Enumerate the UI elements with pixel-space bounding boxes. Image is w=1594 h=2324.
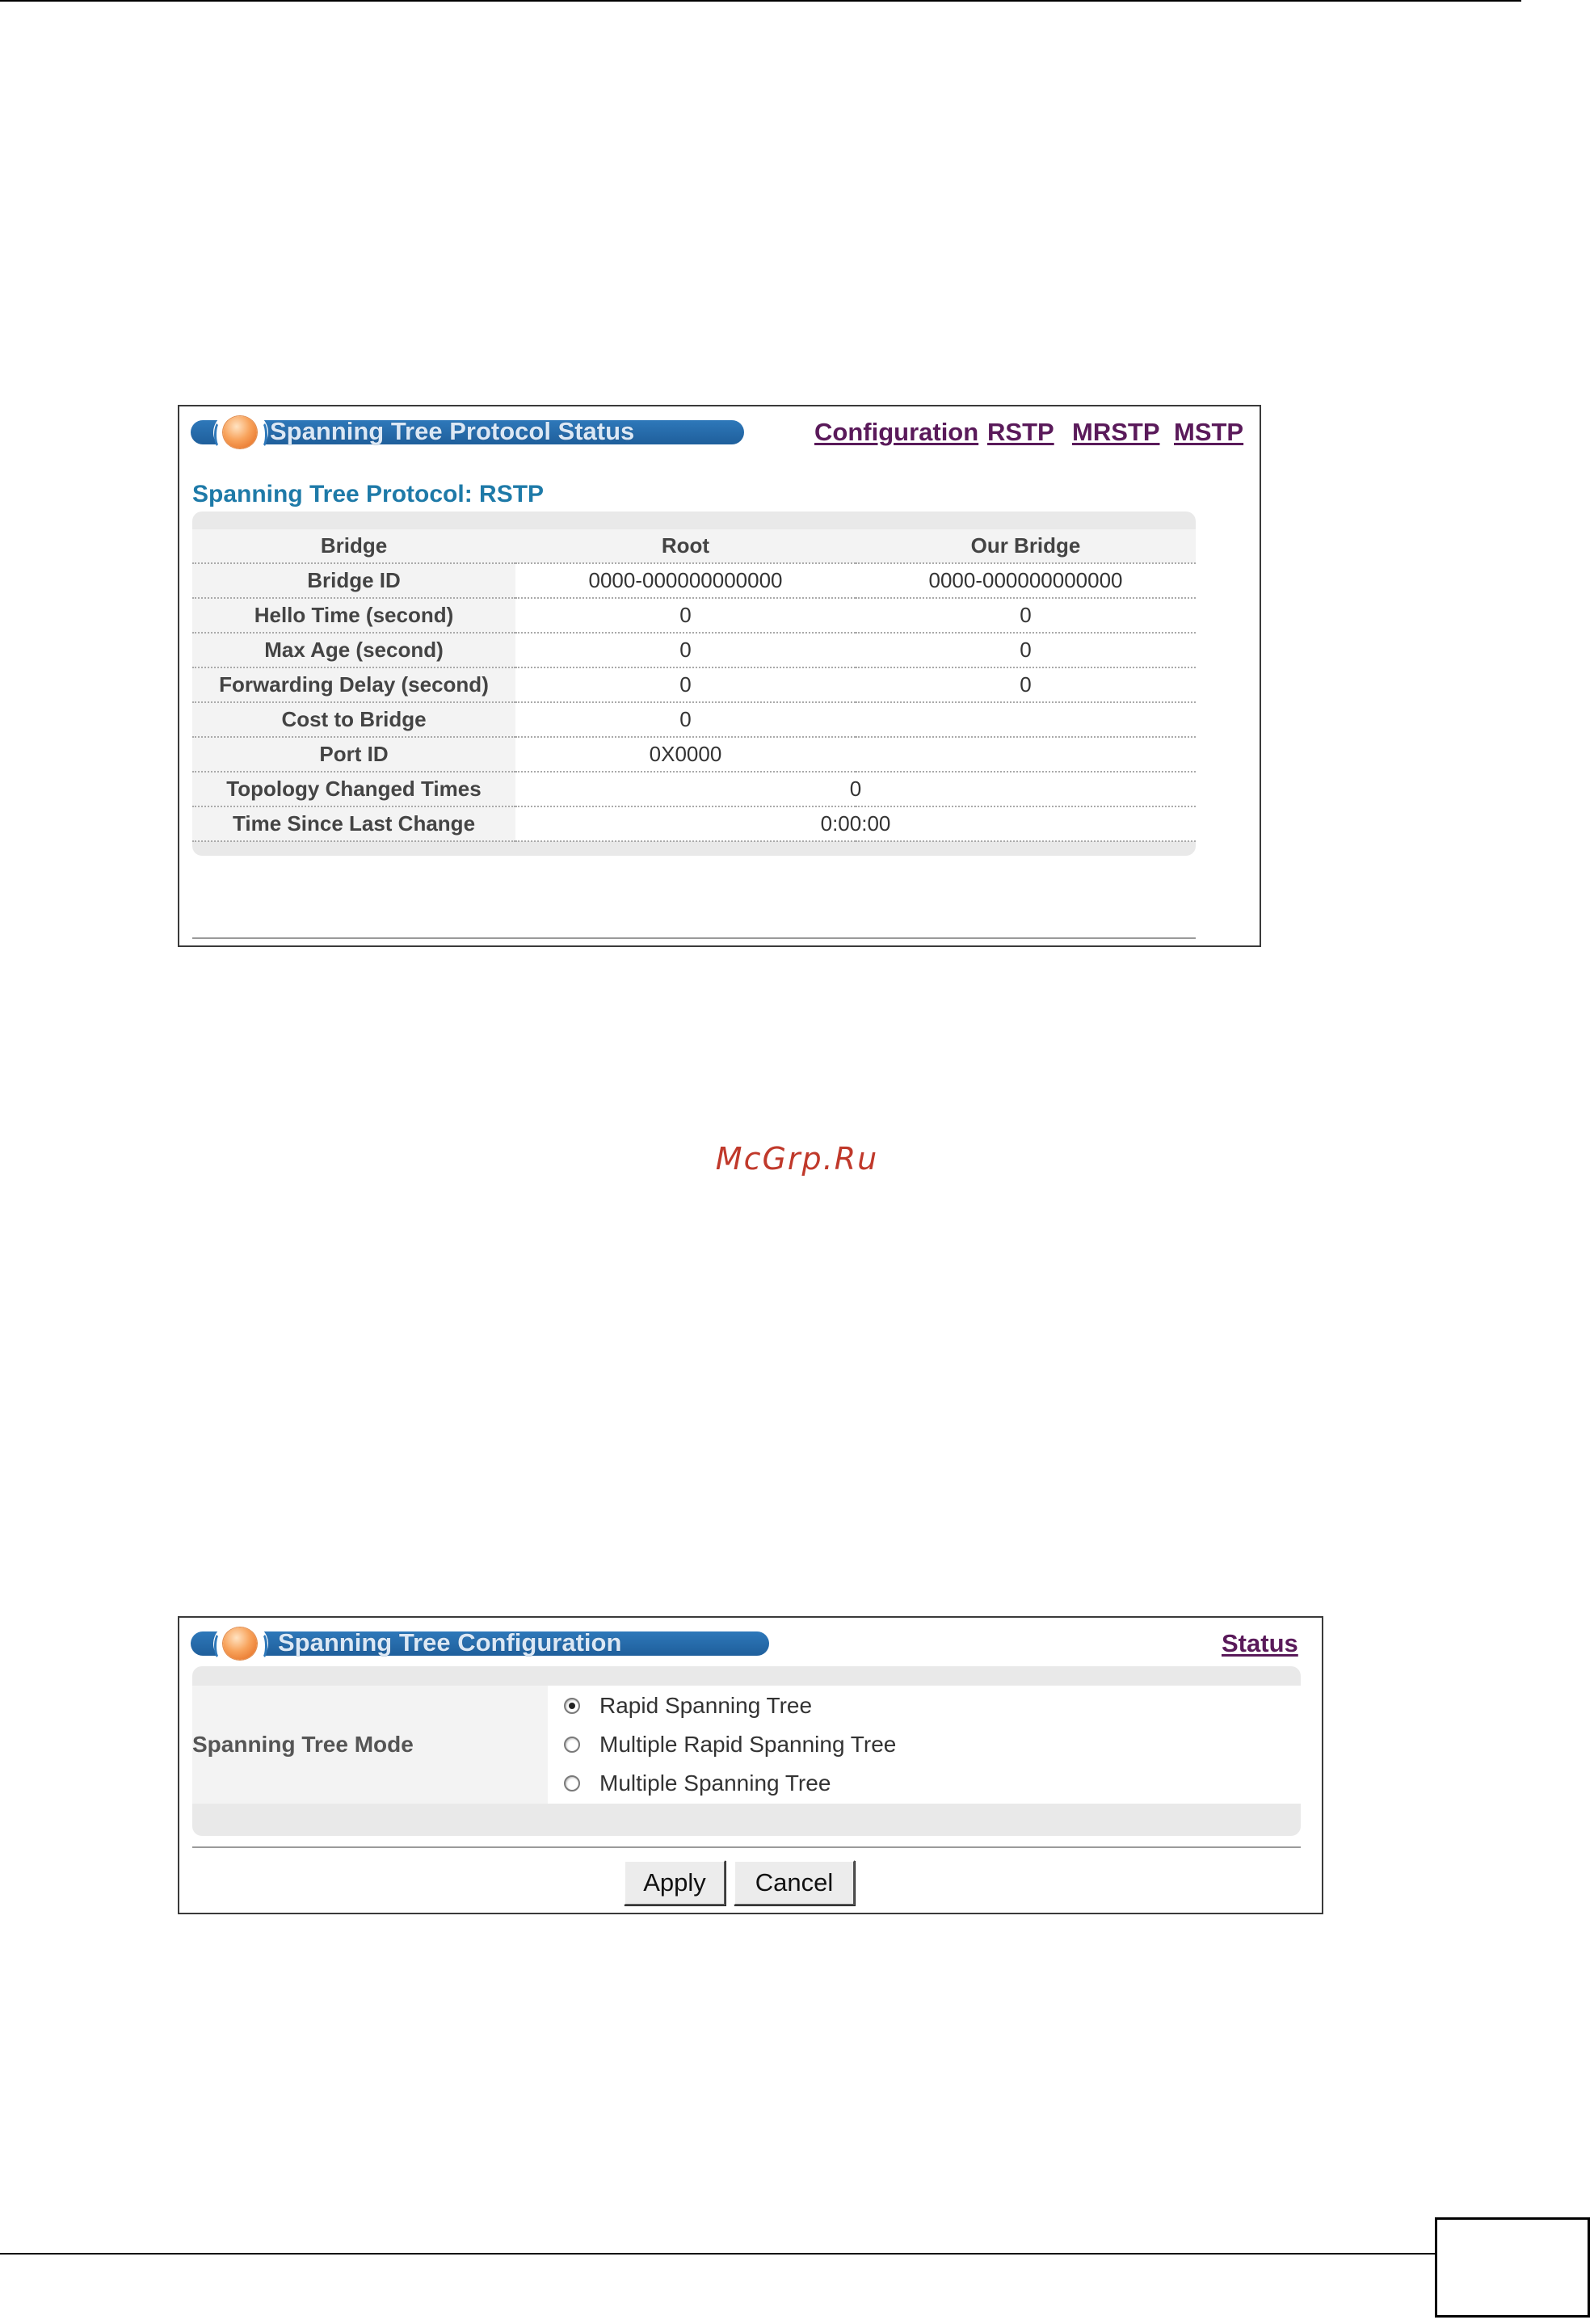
table-row <box>192 806 1196 841</box>
table-header-row <box>192 529 1196 563</box>
root-value: 0000-000000000000 <box>515 563 856 598</box>
link-mrstp[interactable]: MRSTP <box>1072 418 1160 446</box>
config-form <box>192 1666 1301 1836</box>
divider <box>192 937 1196 939</box>
radio-multiple-rapid-spanning-tree[interactable] <box>564 1737 580 1753</box>
page-number-box <box>1435 2217 1590 2318</box>
column-header-our-bridge: Our Bridge <box>856 529 1196 563</box>
root-value: 0 <box>515 598 856 633</box>
table-row <box>192 737 1196 772</box>
our-bridge-value <box>856 737 1196 772</box>
row-label: Forwarding Delay (second) <box>192 667 515 702</box>
row-label: Topology Changed Times <box>192 772 515 806</box>
row-label: Bridge ID <box>192 563 515 598</box>
table-row <box>192 772 1196 806</box>
table-row <box>192 598 1196 633</box>
orb-icon <box>213 1624 268 1663</box>
root-value: 0 <box>515 702 856 737</box>
config-panel-title: Spanning Tree Configuration <box>278 1628 622 1657</box>
spanning-value: 0:00:00 <box>515 806 1196 841</box>
orb-icon <box>213 413 268 452</box>
row-label: Time Since Last Change <box>192 806 515 841</box>
apply-button[interactable]: Apply <box>624 1860 726 1905</box>
option-label: Rapid Spanning Tree <box>599 1693 813 1718</box>
our-bridge-value: 0000-000000000000 <box>856 563 1196 598</box>
row-label: Port ID <box>192 737 515 772</box>
status-panel-title: Spanning Tree Protocol Status <box>270 417 635 445</box>
our-bridge-value: 0 <box>856 633 1196 667</box>
table-row <box>192 702 1196 737</box>
table-row <box>192 633 1196 667</box>
root-value: 0 <box>515 667 856 702</box>
divider <box>192 1846 1301 1848</box>
row-label: Max Age (second) <box>192 633 515 667</box>
radio-multiple-spanning-tree[interactable] <box>564 1775 580 1791</box>
spanning-tree-config-panel <box>178 1616 1323 1914</box>
status-table <box>192 529 1196 842</box>
cancel-button[interactable]: Cancel <box>734 1860 855 1905</box>
config-title-bar <box>191 1628 769 1657</box>
status-title-bar <box>191 417 744 445</box>
root-value: 0X0000 <box>515 737 856 772</box>
spanning-tree-mode-label: Spanning Tree Mode <box>192 1686 548 1804</box>
link-mstp[interactable]: MSTP <box>1174 418 1244 446</box>
link-status[interactable]: Status <box>1222 1629 1298 1657</box>
table-row <box>192 563 1196 598</box>
column-header-bridge: Bridge <box>192 529 515 563</box>
table-row <box>192 667 1196 702</box>
watermark: McGrp.Ru <box>715 1141 879 1177</box>
our-bridge-value <box>856 702 1196 737</box>
link-rstp[interactable]: RSTP <box>987 418 1054 446</box>
spanning-tree-status-panel <box>178 405 1261 947</box>
top-rule <box>0 0 1521 2</box>
option-multiple-spanning-tree[interactable] <box>564 1766 831 1801</box>
option-label: Multiple Spanning Tree <box>599 1770 831 1796</box>
status-table-container <box>192 512 1196 856</box>
root-value: 0 <box>515 633 856 667</box>
option-rapid-spanning-tree[interactable] <box>564 1688 812 1724</box>
link-configuration[interactable]: Configuration <box>814 418 979 446</box>
our-bridge-value: 0 <box>856 598 1196 633</box>
our-bridge-value: 0 <box>856 667 1196 702</box>
row-label: Cost to Bridge <box>192 702 515 737</box>
option-multiple-rapid-spanning-tree[interactable] <box>564 1727 896 1762</box>
option-label: Multiple Rapid Spanning Tree <box>599 1732 897 1757</box>
spanning-value: 0 <box>515 772 1196 806</box>
bottom-rule <box>0 2253 1435 2255</box>
protocol-heading: Spanning Tree Protocol: RSTP <box>192 481 545 507</box>
row-label: Hello Time (second) <box>192 598 515 633</box>
column-header-root: Root <box>515 529 856 563</box>
radio-rapid-spanning-tree[interactable] <box>564 1698 580 1714</box>
mode-row <box>192 1686 1301 1804</box>
